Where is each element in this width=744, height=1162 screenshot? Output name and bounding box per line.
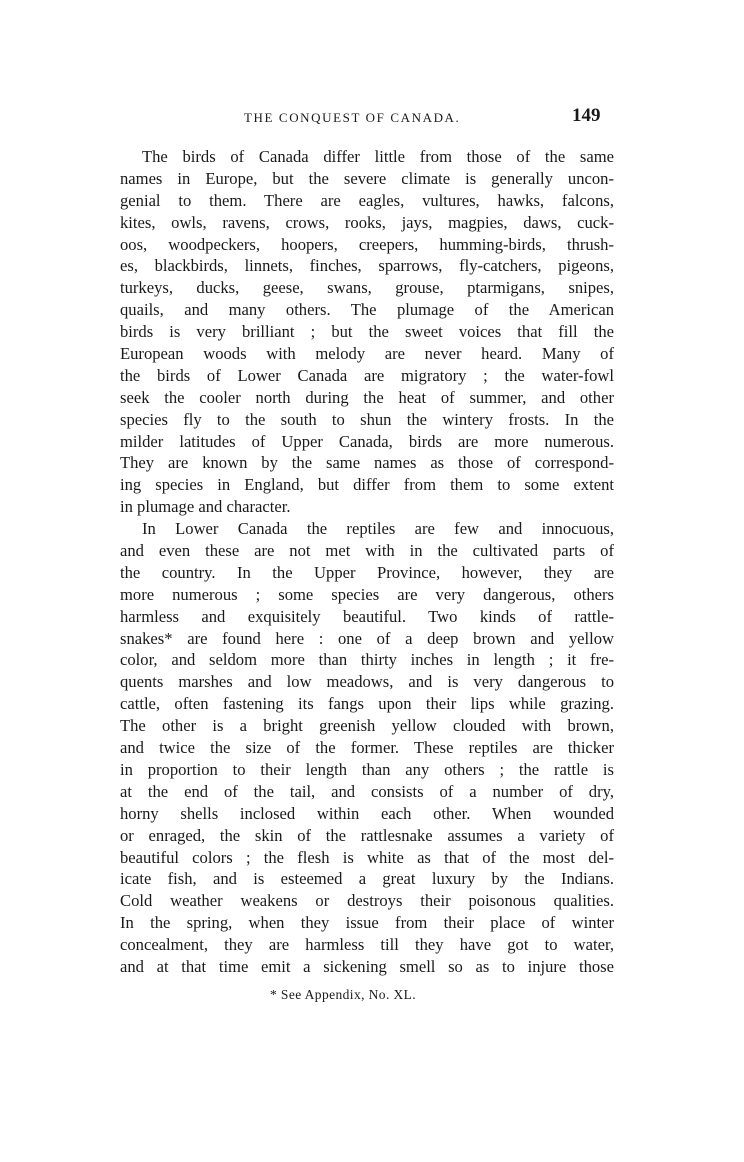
text-line: es, blackbirds, linnets, finches, sparrows, fly-catchers, pigeons, — [120, 256, 614, 276]
page-number: 149 — [572, 105, 601, 126]
text-line: In the spring, when they issue from their place of winter — [120, 913, 614, 933]
text-line: oos, woodpeckers, hoopers, creepers, humming-birds, thrush- — [120, 234, 614, 254]
text-line: kites, owls, ravens, crows, rooks, jays, magpies, daws, cuck- — [120, 212, 614, 232]
text-line: the birds of Lower Canada are migratory ; the water-fowl — [120, 365, 614, 385]
text-line: European woods with melody are never heard. Many of — [120, 344, 614, 364]
text-line: color, and seldom more than thirty inches in length ; it fre- — [120, 650, 614, 670]
text-line: harmless and exquisitely beautiful. Two kinds of rattle- — [120, 606, 614, 626]
footnote: * See Appendix, No. XL. — [270, 987, 417, 1002]
text-line: The other is a bright greenish yellow clouded with brown, — [120, 716, 614, 736]
text-line: or enraged, the skin of the rattlesnake assumes a variety of — [120, 825, 614, 845]
text-line: horny shells inclosed within each other. When wounded — [120, 803, 614, 823]
text-line: birds is very brilliant ; but the sweet voices that fill the — [120, 322, 614, 342]
text-line: concealment, they are harmless till they have got to water, — [120, 935, 614, 955]
text-line: seek the cooler north during the heat of summer, and other — [120, 387, 614, 407]
text-line: Cold weather weakens or destroys their poisonous qualities. — [120, 891, 614, 911]
running-head: THE CONQUEST OF CANADA. — [244, 110, 461, 125]
text-line: beautiful colors ; the flesh is white as that of the most del- — [120, 847, 614, 867]
text-line: names in Europe, but the severe climate is generally uncon- — [120, 168, 614, 188]
text-line: The birds of Canada differ little from those of the same — [142, 147, 614, 166]
text-line: They are known by the same names as those of correspond- — [120, 453, 614, 473]
text-line: quails, and many others. The plumage of the American — [120, 300, 614, 320]
text-line: snakes* are found here : one of a deep brown and yellow — [120, 628, 614, 648]
body-text — [120, 146, 614, 978]
text-line: the country. In the Upper Province, however, they are — [120, 562, 614, 582]
text-line: cattle, often fastening its fangs upon their lips while grazing. — [120, 694, 614, 714]
text-line: quents marshes and low meadows, and is very dangerous to — [120, 672, 614, 692]
text-line: turkeys, ducks, geese, swans, grouse, ptarmigans, snipes, — [120, 278, 614, 298]
text-line: and even these are not met with in the cultivated parts of — [120, 541, 614, 561]
text-line: and at that time emit a sickening smell so as to injure those — [120, 956, 614, 976]
paragraph-last-line: in plumage and character. — [120, 497, 291, 517]
text-line: ing species in England, but differ from them to some extent — [120, 475, 614, 495]
text-line: and twice the size of the former. These reptiles are thicker — [120, 738, 614, 758]
text-line: In Lower Canada the reptiles are few and innocuous, — [142, 519, 614, 539]
text-line: in proportion to their length than any others ; the rattle is — [120, 759, 614, 779]
text-line: milder latitudes of Upper Canada, birds are more numerous. — [120, 431, 614, 451]
text-line: species fly to the south to shun the wintery frosts. In the — [120, 409, 614, 429]
text-line: at the end of the tail, and consists of a number of dry, — [120, 781, 614, 801]
text-line: more numerous ; some species are very dangerous, others — [120, 584, 614, 604]
text-line: genial to them. There are eagles, vultures, hawks, falcons, — [120, 190, 614, 210]
text-line: icate fish, and is esteemed a great luxury by the Indians. — [120, 869, 614, 889]
